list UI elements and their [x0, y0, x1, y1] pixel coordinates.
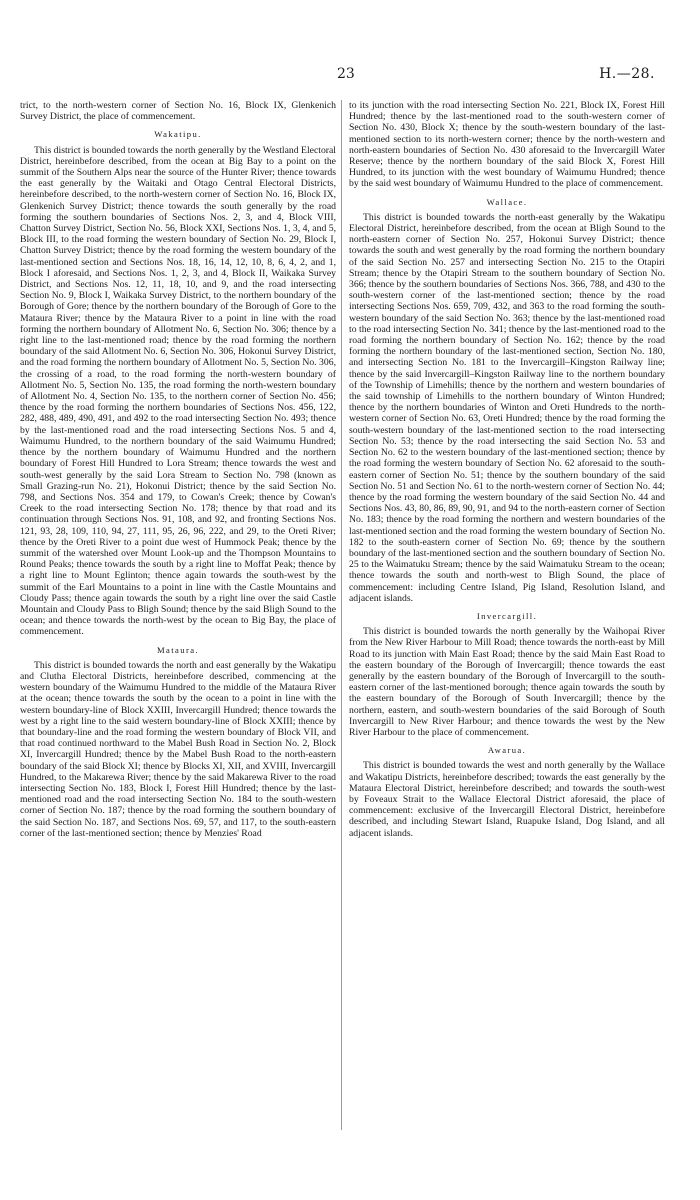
- left-column: [20, 100, 336, 839]
- right-column: [349, 100, 665, 839]
- section-mataura: [20, 645, 336, 839]
- section-paragraph: This district is bounded towards the north and east generally by the Wakatipu and Clutha Electoral Districts, hereinbefore described, commencing at the western boundary of the Waimumu Hundred to the middle of the Mataura River at the ocean; thence towards the south by the ocean to a point in line with the western boundary-line of Block XXIII, Invercargill Hundred; thence towards the west by a right line to the said western boundary-line of Block XXIII; thence by that boundary-line and the road forming the western boundary of Block VII, and that road continued northward to the Mabel Bush Road in Section No. 2, Block XI, Invercargill Hundred; thence by the Mabel Bush Road to the north-eastern boundary of the said Block XI; thence by Blocks XI, XII, and XVIII, Invercargill Hundred, to the Makarewa River; thence by the said Makarewa River to the road intersecting Section No. 183, Block I, Forest Hill Hundred; thence by the last-mentioned road and the road intersecting Section No. 184 to the south-western corner of Section No. 187; thence by the road forming the southern boundary of the said Section No. 187, and Sections Nos. 69, 57, and 117, to the south-eastern corner of the last-mentioned section; thence by Menzies' Road: [20, 659, 336, 839]
- section-awarua: [349, 745, 665, 839]
- column-divider: [341, 100, 342, 1130]
- page-number: 23: [337, 66, 355, 82]
- section-heading: Wallace.: [486, 196, 528, 207]
- section-wallace: [349, 197, 665, 604]
- continued-paragraph: to its junction with the road intersecting Section No. 221, Block IX, Forest Hill Hundred; thence by the last-mentioned road to the south-western corner of Section No. 430, Block X; thence by the south-western boundary of the last-mentioned section to its north-western corner; thence by the north-western and north-eastern boundaries of Section No. 430 aforesaid to the Invercargill Water Reserve; thence by the northern boundary of the said Block X, Forest Hill Hundred, to its junction with the west boundary of Waimumu Hundred; thence by the said west boundary of Waimumu Hundred to the place of commencement.: [349, 100, 665, 190]
- section-heading: Invercargill.: [476, 610, 538, 621]
- section-heading: Mataura.: [157, 644, 199, 655]
- section-paragraph: This district is bounded towards the north generally by the Westland Electoral District, hereinbefore described, from the ocean at Big Bay to a point on the summit of the Southern Alps near the source of the Hunter River; thence towards the east generally by the Waitaki and Otago Central Electoral Districts, hereinbefore described, to the north-western corner of Section No. 16, Block IX, Glenkenich Survey District; thence towards the south generally by the road forming the southern boundaries of Sections Nos. 2, 3, and 4, Block VIII, Chatton Survey District, Section No. 56, Block XXI, Sections Nos. 1, 3, 4, and 5, Block III, to the road forming the western boundary of Section No. 29, Block I, Chatton Survey District; thence by the road forming the western boundary of the last-mentioned section and Sections Nos. 18, 16, 14, 12, 10, 8, 6, 4, 2, and 1, Block I aforesaid, and Sections Nos. 1, 2, 3, and 4, Block II, Waikaka Survey District, and Sections Nos. 12, 11, 18, 10, and 9, and the road intersecting Section No. 9, Block I, Waikaka Survey District, to the northern boundary of the Borough of Gore; thence by the northern boundary of the Borough of Gore to the Mataura River; thence by the Mataura River to a point in line with the road forming the northern boundary of Allotment No. 6, Section No. 306; thence by a right line to the last-mentioned road; thence by the road forming the northern boundary of the said Allotment No. 6, Section No. 306, Hokonui Survey District, and the road forming the northern boundary of Allotment No. 5, Section No. 306, the crossing of a road, to the road forming the north-western boundary of Allotment No. 5, Section No. 135, the road forming the north-western boundary of Allotment No. 4, Section No. 135, to the northern corner of Section No. 456; thence by the road forming the northern boundaries of Sections Nos. 456, 122, 282, 488, 489, 490, 491, and 492 to the road intersecting Section No. 493; thence by the last-mentioned road and the road intersecting Sections Nos. 5 and 4, Waimumu Hundred, to the northern boundary of the said Waimumu Hundred; thence by the northern boundary of Waimumu Hundred and the northern boundary of Forest Hill Hundred to Lora Stream; thence towards the west and south-west generally by the said Lora Stream to Section No. 798 (known as Small Grazing-run No. 21), Hokonui District; thence by the said Section No. 798, and Sections Nos. 354 and 179, to Cowan's Creek; thence by Cowan's Creek to the road intersecting Section No. 178; thence by that road and its continuation through Sections Nos. 91, 108, and 92, and fronting Sections Nos. 121, 93, 28, 109, 110, 94, 27, 111, 95, 26, 96, 222, and 29, to the Oreti River; thence by the Oreti River to a point due west of Hummock Peak; thence by the summit of the watershed over Mount Look-up and the Thompson Mountains to Round Peaks; thence towards the south by a right line to Moffat Peak; thence by a right line to Mount Eglinton; thence again towards the south-west by the summit of the Earl Mountains to a point in line with the Castle Mountains and Cloudy Pass; thence again towards the south by a right line over the said Castle Mountain and Cloudy Pass to Bligh Sound; thence by the said Bligh Sound to the ocean; and thence towards the north-west by the ocean to Big Bay, the place of commencement.: [20, 144, 336, 638]
- section-heading: Awarua.: [487, 745, 527, 756]
- section-invercargill: [349, 611, 665, 738]
- document-reference: H.—28.: [599, 66, 655, 82]
- section-paragraph: This district is bounded towards the north generally by the Waihopai River from the New River Harbour to Mill Road; thence towards the north-east by Mill Road to its junction with Main East Road; thence by the said Main East Road to the eastern boundary of the Borough of Invercargill; thence towards the east generally by the eastern boundary of the Borough of Invercargill to the south-eastern corner of the last-mentioned borough; thence again towards the south by the eastern boundary of the Borough of South Invercargill; thence by the northern, eastern, and south-western boundaries of the said Borough of South Invercargill to New River Harbour; and thence towards the west by the New River Harbour to the place of commencement.: [349, 626, 665, 738]
- section-paragraph: This district is bounded towards the west and north generally by the Wallace and Wakatipu Districts, hereinbefore described; towards the east generally by the Mataura Electoral District, hereinbefore described; and towards the south-west by Foveaux Strait to the Wallace Electoral District aforesaid, the place of commencement: exclusive of the Invercargill Electoral District, hereinbefore described, and including Stewart Island, Ruapuke Island, Dog Island, and all adjacent islands.: [349, 760, 665, 839]
- section-heading: Wakatipu.: [154, 129, 202, 140]
- section-paragraph: This district is bounded towards the north-east generally by the Wakatipu Electoral District, hereinbefore described, from the ocean at Bligh Sound to the north-eastern corner of Section No. 257, Hokonui Survey District; thence towards the south and west generally by the road forming the northern boundary of the said Section No. 257 and intersecting Section No. 215 to the Otapiri Stream; thence by the Otapiri Stream to the southern boundary of Section No. 366; thence by the southern boundaries of Sections Nos. 366, 788, and 430 to the south-western corner of the last-mentioned section; thence by the road intersecting Sections Nos. 659, 709, 432, and 363 to the road forming the south-western boundary of the said Section No. 363; thence by the last-mentioned road to the road intersecting Section No. 341; thence by the last-mentioned road to the road forming the northern boundary of Section No. 162; thence by the road forming the northern boundary of the last-mentioned section, Section No. 180, and intersecting Section No. 181 to the Invercargill–Kingston Railway line; thence by the said Invercargill–Kingston Railway line to the northern boundary of the Township of Limehills; thence by the northern and western boundaries of the said township of Limehills to the northern boundary of Winton Hundred; thence by the northern boundaries of Winton and Oreti Hundreds to the north-western corner of Section No. 63, Oreti Hundred; thence by the road forming the south-western boundary of the last-mentioned section to the road intersecting Section No. 53; thence by the road intersecting the said Section No. 53 and Section No. 62 to the western boundary of the last-mentioned section; thence by the road forming the western boundary of Section No. 62 aforesaid to the south-eastern corner of Section No. 51; thence by the southern boundary of the said Section No. 51 and Section No. 61 to the north-western corner of Section No. 44; thence by the road forming the western boundary of the said Section No. 44 and Sections Nos. 43, 80, 86, 89, 90, 91, and 94 to the north-eastern corner of Section No. 183; thence by the road forming the northern and western boundaries of the last-mentioned section and the road forming the western boundary of Section No. 182 to the south-eastern corner of Section No. 69; thence by the southern boundary of the last-mentioned section and the southern boundary of Section No. 25 to the Waimatuku Stream; thence by the said Waimatuku Stream to the ocean; thence towards the south and north-west to Bligh Sound, the place of commencement: including Centre Island, Pig Island, Resolution Island, and adjacent islands.: [349, 211, 665, 604]
- section-wakatipu: [20, 129, 336, 637]
- page-header: [0, 66, 700, 84]
- continued-paragraph: trict, to the north-western corner of Section No. 16, Block IX, Glenkenich Survey District, the place of commencement.: [20, 100, 336, 123]
